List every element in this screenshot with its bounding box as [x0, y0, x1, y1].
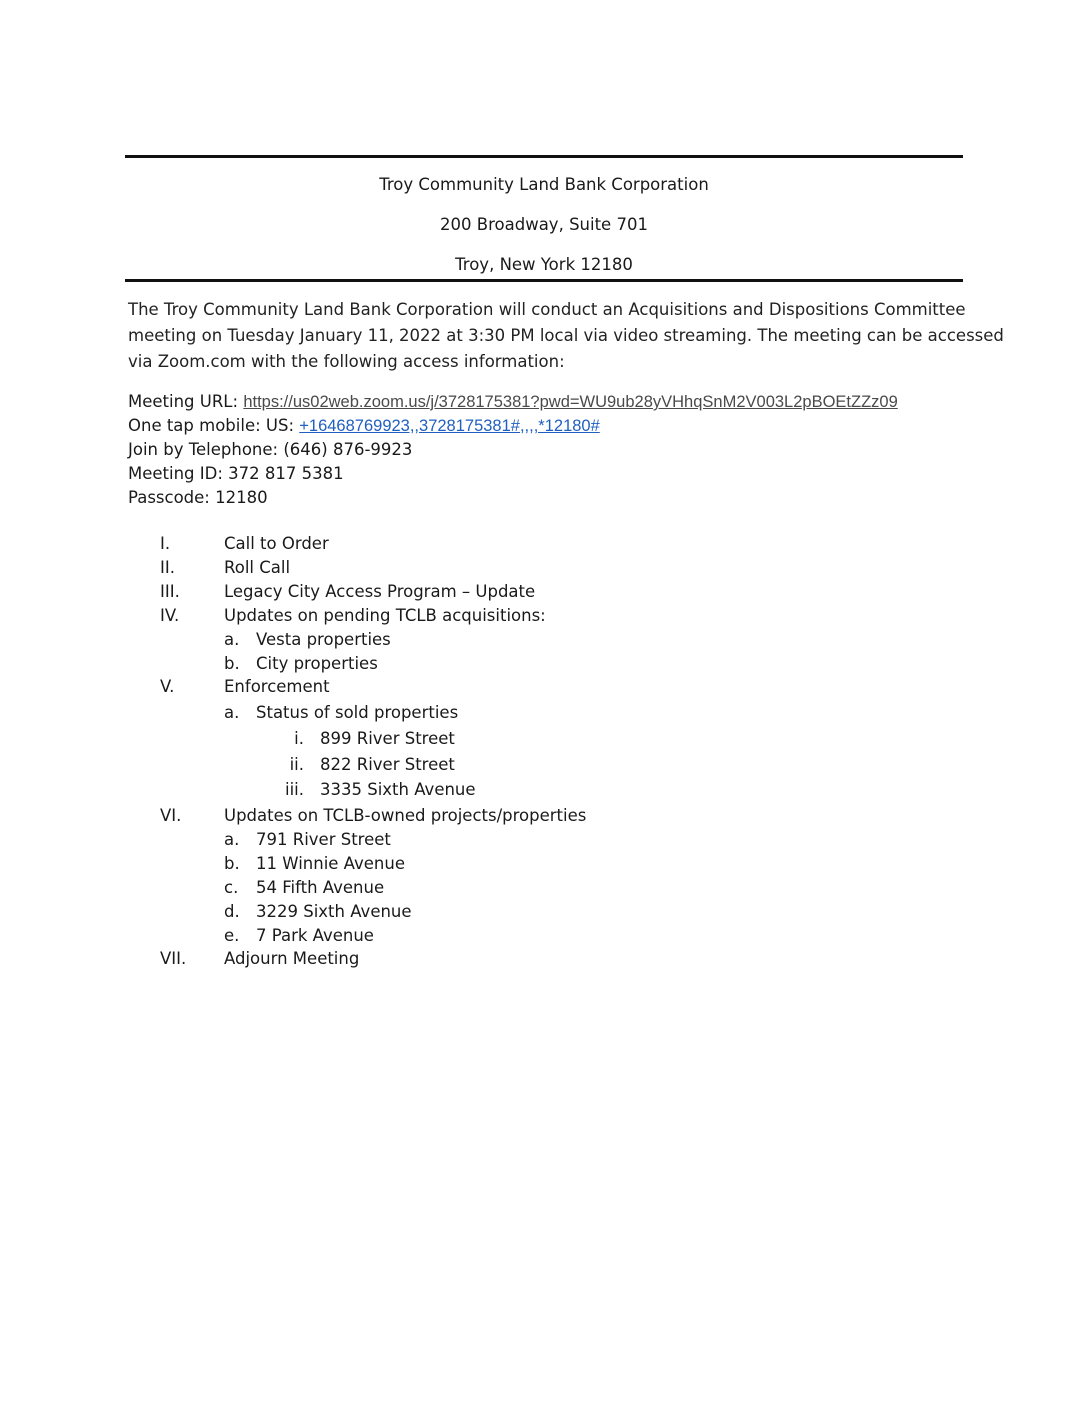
meeting-url-row [128, 390, 898, 414]
intro-line: meeting on Tuesday January 11, 2022 at 3:30 PM local via video streaming. The meeting can be accessed [128, 326, 1004, 345]
agenda-number: VI. [160, 806, 182, 825]
agenda-subsubitem: 822 River Street [320, 755, 455, 774]
intro-line: via Zoom.com with the following access information: [128, 352, 565, 371]
agenda-number: III. [160, 582, 180, 601]
agenda-number: VII. [160, 949, 187, 968]
agenda-subnumber: a. [224, 630, 240, 649]
passcode-row: Passcode: 12180 [128, 488, 268, 507]
agenda-subitem: City properties [256, 654, 378, 673]
agenda-subsubnumber: i. [294, 729, 304, 748]
header-address: 200 Broadway, Suite 701 [440, 215, 648, 234]
agenda-subnumber: a. [224, 830, 240, 849]
agenda-number: V. [160, 677, 175, 696]
meeting-id-row: Meeting ID: 372 817 5381 [128, 464, 344, 483]
meeting-url-label: Meeting URL: [128, 392, 244, 411]
agenda-number: I. [160, 534, 171, 553]
agenda-subnumber: b. [224, 854, 240, 873]
meeting-url-link[interactable]: https://us02web.zoom.us/j/3728175381?pwd=WU9ub28yVHhqSnM2V003L2pBOEtZZz09 [243, 393, 898, 411]
agenda-subitem: 3229 Sixth Avenue [256, 902, 412, 921]
intro-line: The Troy Community Land Bank Corporation will conduct an Acquisitions and Dispositions Committee [128, 300, 966, 319]
agenda-subnumber: c. [224, 878, 239, 897]
header-bottom-rule [125, 279, 963, 282]
one-tap-row [128, 414, 898, 438]
agenda-subitem: 791 River Street [256, 830, 391, 849]
agenda-subitem: Status of sold properties [256, 703, 459, 722]
agenda-subnumber: e. [224, 926, 240, 945]
agenda-subsubnumber: iii. [285, 780, 304, 799]
agenda-subnumber: d. [224, 902, 240, 921]
header-org-name: Troy Community Land Bank Corporation [379, 175, 709, 194]
intro-paragraph [128, 297, 1004, 375]
agenda-item: Enforcement [224, 677, 330, 696]
agenda-subnumber: a. [224, 703, 240, 722]
agenda-number: II. [160, 558, 175, 577]
agenda-item: Call to Order [224, 534, 329, 553]
one-tap-link[interactable]: +16468769923,,3728175381#,,,,*12180# [299, 417, 600, 435]
agenda-subitem: 54 Fifth Avenue [256, 878, 385, 897]
agenda-subitem: 11 Winnie Avenue [256, 854, 405, 873]
agenda-subsubitem: 3335 Sixth Avenue [320, 780, 476, 799]
access-info [128, 390, 898, 510]
agenda-item: Legacy City Access Program – Update [224, 582, 536, 601]
header-city: Troy, New York 12180 [455, 255, 633, 274]
agenda-subsubitem: 899 River Street [320, 729, 455, 748]
telephone-row: Join by Telephone: (646) 876-9923 [128, 440, 413, 459]
agenda-item: Adjourn Meeting [224, 949, 360, 968]
header-top-rule [125, 155, 963, 158]
agenda-subnumber: b. [224, 654, 240, 673]
agenda-subitem: 7 Park Avenue [256, 926, 374, 945]
agenda-item: Roll Call [224, 558, 291, 577]
agenda-item: Updates on pending TCLB acquisitions: [224, 606, 546, 625]
agenda-number: IV. [160, 606, 180, 625]
agenda-subitem: Vesta properties [256, 630, 391, 649]
agenda-item: Updates on TCLB-owned projects/properties [224, 806, 587, 825]
one-tap-label: One tap mobile: US: [128, 416, 300, 435]
agenda-subsubnumber: ii. [289, 755, 304, 774]
